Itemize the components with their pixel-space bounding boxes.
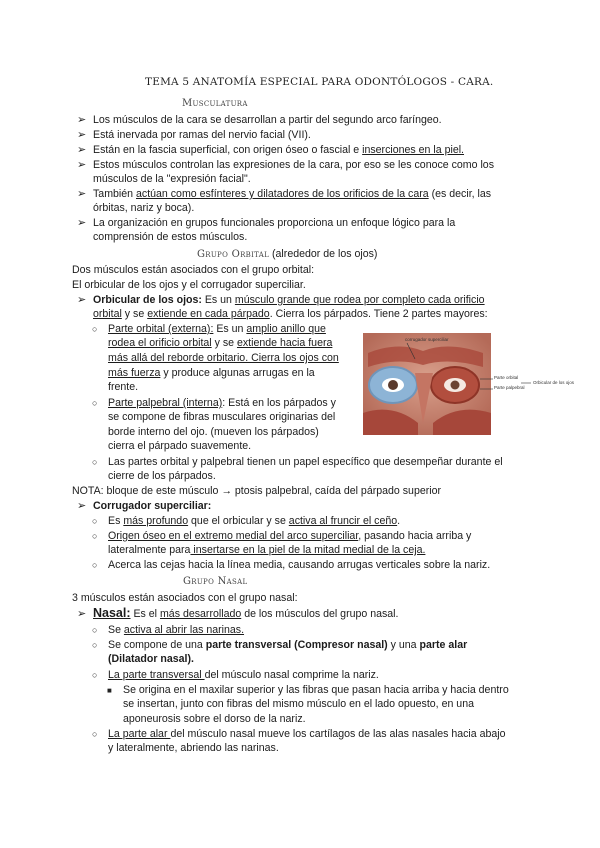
parte-palpebral-line-2: se compone de fibras musculares originarias del [108, 411, 336, 423]
orbital-intro-1: Dos músculos están asociados con el grupo orbital: [72, 264, 315, 276]
section-musculatura: Musculatura [182, 98, 248, 109]
intro-line-5: También actúan como esfínteres y dilatadores de los orificios de la cara (es decir, las [93, 188, 492, 200]
orbital-intro-2: El orbicular de los ojos y el corrugador superciliar. [72, 279, 306, 291]
both-parts-line-1: Las partes orbital y palpebral tienen un papel específico que desempeñar durante el [108, 456, 503, 468]
circle-bullet-icon: ○ [92, 324, 98, 334]
parte-palpebral-line-3: borde interno del ojo. (mueven los párpados) [108, 426, 319, 438]
corrugador-line-1: Es más profundo que el orbicular y se activa al fruncir el ceño. [108, 515, 401, 527]
nasal-sub-4: La parte alar del músculo nasal mueve los cartílagos de las alas nasales hacia abajo [108, 728, 506, 740]
bullet-icon: ➢ [77, 129, 87, 141]
corrugador-line-2: Origen óseo en el extremo medial del arco superciliar, pasando hacia arriba y [108, 530, 472, 542]
circle-bullet-icon: ○ [92, 398, 98, 408]
parte-palpebral-line-1: Parte palpebral (interna): Está en los párpados y [108, 397, 336, 409]
nasal-detail-2: se insertan, junto con fibras del mismo músculo en el lado opuesto, en una [123, 698, 474, 710]
nasal-intro: 3 músculos están asociados con el grupo nasal: [72, 592, 298, 604]
intro-line-4b: músculos de la "expresión facial". [93, 173, 251, 185]
parte-orbital-line-4: más fuerza y produce algunas arrugas en la [108, 367, 315, 379]
nasal-sub-2b: (Dilatador nasal). [108, 653, 194, 665]
nasal-line-1: Nasal: Es el más desarrollado de los músculos del grupo nasal. [93, 606, 399, 620]
figure-label-corrugador: corrugador superciliar [405, 337, 449, 342]
intro-line-6b: comprensión de estos músculos. [93, 231, 248, 243]
parte-palpebral-line-4: cierra el párpado suavemente. [108, 440, 252, 452]
bullet-icon: ➢ [77, 114, 87, 126]
circle-bullet-icon: ○ [92, 729, 98, 739]
nasal-sub-1: Se activa al abrir las narinas. [108, 624, 245, 636]
parte-orbital-line-1: Parte orbital (externa): Es un amplio anillo que [108, 323, 326, 335]
bullet-icon: ➢ [77, 500, 87, 512]
figure-label-palpebral: Parte palpebral [494, 385, 525, 390]
corrugador-heading: Corrugador superciliar: [93, 500, 212, 512]
corrugador-line-2b: lateralmente para insertarse en la piel de la mitad medial de la ceja. [108, 544, 426, 556]
intro-line-3: Están en la fascia superficial, con origen óseo o fascial e inserciones en la piel. [93, 144, 465, 156]
nasal-sub-3: La parte transversal del músculo nasal comprime la nariz. [108, 669, 379, 681]
intro-line-6: La organización en grupos funcionales proporciona un enfoque lógico para la [93, 217, 456, 229]
bullet-icon: ➢ [77, 217, 87, 229]
circle-bullet-icon: ○ [92, 560, 98, 570]
orbicular-line-1: Orbicular de los ojos: Es un músculo grande que rodea por completo cada orificio [93, 294, 485, 306]
intro-line-2: Está inervada por ramas del nervio facial (VII). [93, 129, 311, 141]
facial-muscles-figure [363, 333, 586, 435]
nasal-detail-1: Se origina en el maxilar superior y las fibras que pasan hacia arriba y hacia dentro [123, 684, 509, 696]
circle-bullet-icon: ○ [92, 640, 98, 650]
circle-bullet-icon: ○ [92, 516, 98, 526]
parte-orbital-line-5: frente. [108, 381, 139, 393]
both-parts-line-2: cierre de los párpados. [108, 470, 216, 482]
circle-bullet-icon: ○ [92, 531, 98, 541]
bullet-icon: ➢ [77, 294, 87, 306]
figure-label-orbital: Parte orbital [494, 375, 519, 380]
parte-orbital-line-2: rodea el orificio orbital y se extiende hacia fuera [108, 337, 333, 349]
orbicular-line-2: orbital y se extiende en cada párpado. Cierra los párpados. Tiene 2 partes mayores: [93, 308, 488, 320]
bullet-icon: ➢ [77, 159, 87, 171]
intro-line-1: Los músculos de la cara se desarrollan a partir del segundo arco faríngeo. [93, 114, 442, 126]
section-orbital-heading: Grupo Orbital (alrededor de los ojos) [197, 248, 378, 260]
circle-bullet-icon: ○ [92, 670, 98, 680]
bullet-icon: ➢ [77, 144, 87, 156]
square-bullet-icon: ■ [107, 686, 112, 695]
circle-bullet-icon: ○ [92, 625, 98, 635]
circle-bullet-icon: ○ [92, 457, 98, 467]
parte-orbital-line-3: más allá del reborde orbitario. Cierra los ojos con [108, 352, 339, 364]
bullet-icon: ➢ [77, 608, 87, 620]
nota-line: NOTA: bloque de este músculo → ptosis palpebral, caída del párpado superior [72, 485, 442, 497]
bullet-icon: ➢ [77, 188, 87, 200]
page-title: TEMA 5 ANATOMÍA ESPECIAL PARA ODONTÓLOGOS - CARA. [145, 76, 494, 88]
corrugador-line-3: Acerca las cejas hacia la línea media, causando arrugas verticales sobre la nariz. [108, 559, 491, 571]
intro-line-4: Estos músculos controlan las expresiones de la cara, por eso se les conoce como los [93, 159, 495, 171]
section-nasal: Grupo Nasal [183, 576, 248, 587]
figure-label-orbicular: Orbicular de los ojos [533, 380, 575, 385]
intro-line-5b: órbitas, nariz y boca). [93, 202, 195, 214]
nasal-sub-2: Se compone de una parte transversal (Compresor nasal) y una parte alar [108, 639, 468, 651]
nasal-sub-4b: y lateralmente, abriendo las narinas. [108, 742, 279, 754]
nasal-detail-3: aponeurosis sobre el dorso de la nariz. [123, 713, 306, 725]
